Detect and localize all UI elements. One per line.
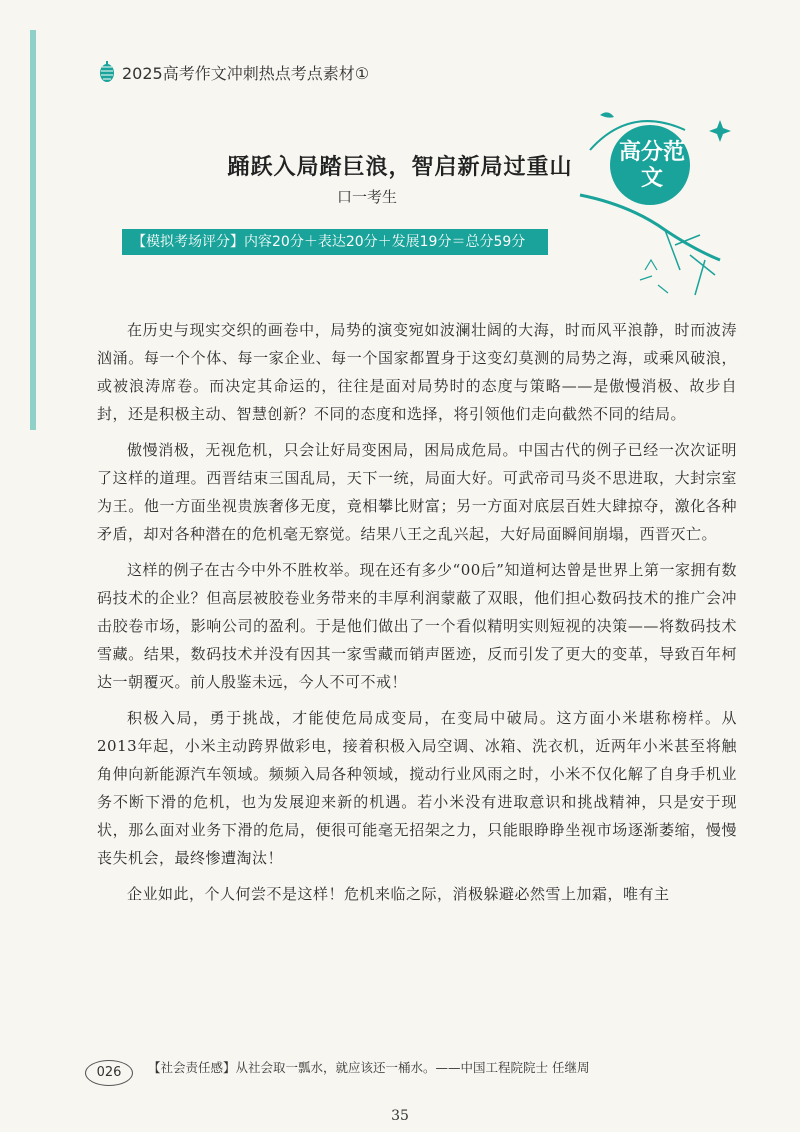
paragraph: 这样的例子在古今中外不胜枚举。现在还有多少“00后”知道柯达曾是世界上第一家拥有数码技术的企业？但高层被胶卷业务带来的丰厚利润蒙蔽了双眼，他们担心数码技术的推广会冲击胶卷市场，影响公司的盈利。于是他们做出了一个看似精明实则短视的决策——将数码技术雪藏。结果，数码技术并没有因其一家雪藏而销声匿迹，反而引发了更大的变革，导致百年柯达一朝覆灭。前人殷鉴未远，今人不可不戒！ (97, 561, 737, 691)
essay-body (97, 316, 737, 916)
high-score-essay-badge: 高分范文 (618, 140, 685, 191)
page-edge-strip (30, 30, 36, 430)
score-banner: 【模拟考场评分】内容20分＋表达20分＋发展19分＝总分59分 (122, 229, 548, 255)
page-number: 35 (391, 1108, 409, 1124)
essay-title: 踊跃入局踏巨浪，智启新局过重山 (227, 155, 573, 180)
paragraph: 企业如此，个人何尝不是这样！危机来临之际，消极躲避必然雪上加霜，唯有主 (127, 885, 670, 903)
book-page-badge: 026 (85, 1060, 133, 1086)
book-header (98, 60, 369, 84)
pinecone-icon (98, 61, 116, 83)
paragraph: 傲慢消极，无视危机，只会让好局变困局，困局成危局。中国古代的例子已经一次次证明了这样的道理。西晋结束三国乱局，天下一统，局面大好。可武帝司马炎不思进取，大封宗室为王。他一方面坐视贵族奢侈无度，竟相攀比财富；另一方面对底层百姓大肆掠夺，激化各种矛盾，却对各种潜在的危机毫无察觉。结果八王之乱兴起，大好局面瞬间崩塌，西晋灭亡。 (97, 441, 737, 543)
paragraph: 在历史与现实交织的画卷中，局势的演变宛如波澜壮阔的大海，时而风平浪静，时而波涛汹涌。每一个个体、每一家企业、每一个国家都置身于这变幻莫测的局势之海，或乘风破浪，或被浪涛席卷。而决定其命运的，往往是面对局势时的态度与策略——是傲慢消极、故步自封，还是积极主动、智慧创新？不同的态度和选择，将引领他们走向截然不同的结局。 (97, 321, 737, 423)
header-title: 2025高考作文冲刺热点考点素材① (122, 63, 370, 83)
footer-quote: 【社会责任感】从社会取一瓢水，就应该还一桶水。——中国工程院院士 任继周 (148, 1060, 590, 1075)
paragraph: 积极入局，勇于挑战，才能使危局成变局，在变局中破局。这方面小米堪称榜样。从2013年起，小米主动跨界做彩电，接着积极入局空调、冰箱、洗衣机，近两年小米甚至将触角伸向新能源汽车领域。频频入局各种领域，搅动行业风雨之时，小米不仅化解了自身手机业务不断下滑的危机，也为发展迎来新的机遇。若小米没有进取意识和挑战精神，只是安于现状，那么面对业务下滑的危局，便很可能毫无招架之力，只能眼睁睁坐视市场逐渐萎缩，慢慢丧失机会，最终惨遭淘汰！ (97, 709, 737, 867)
essay-author: 口一考生 (337, 188, 398, 206)
